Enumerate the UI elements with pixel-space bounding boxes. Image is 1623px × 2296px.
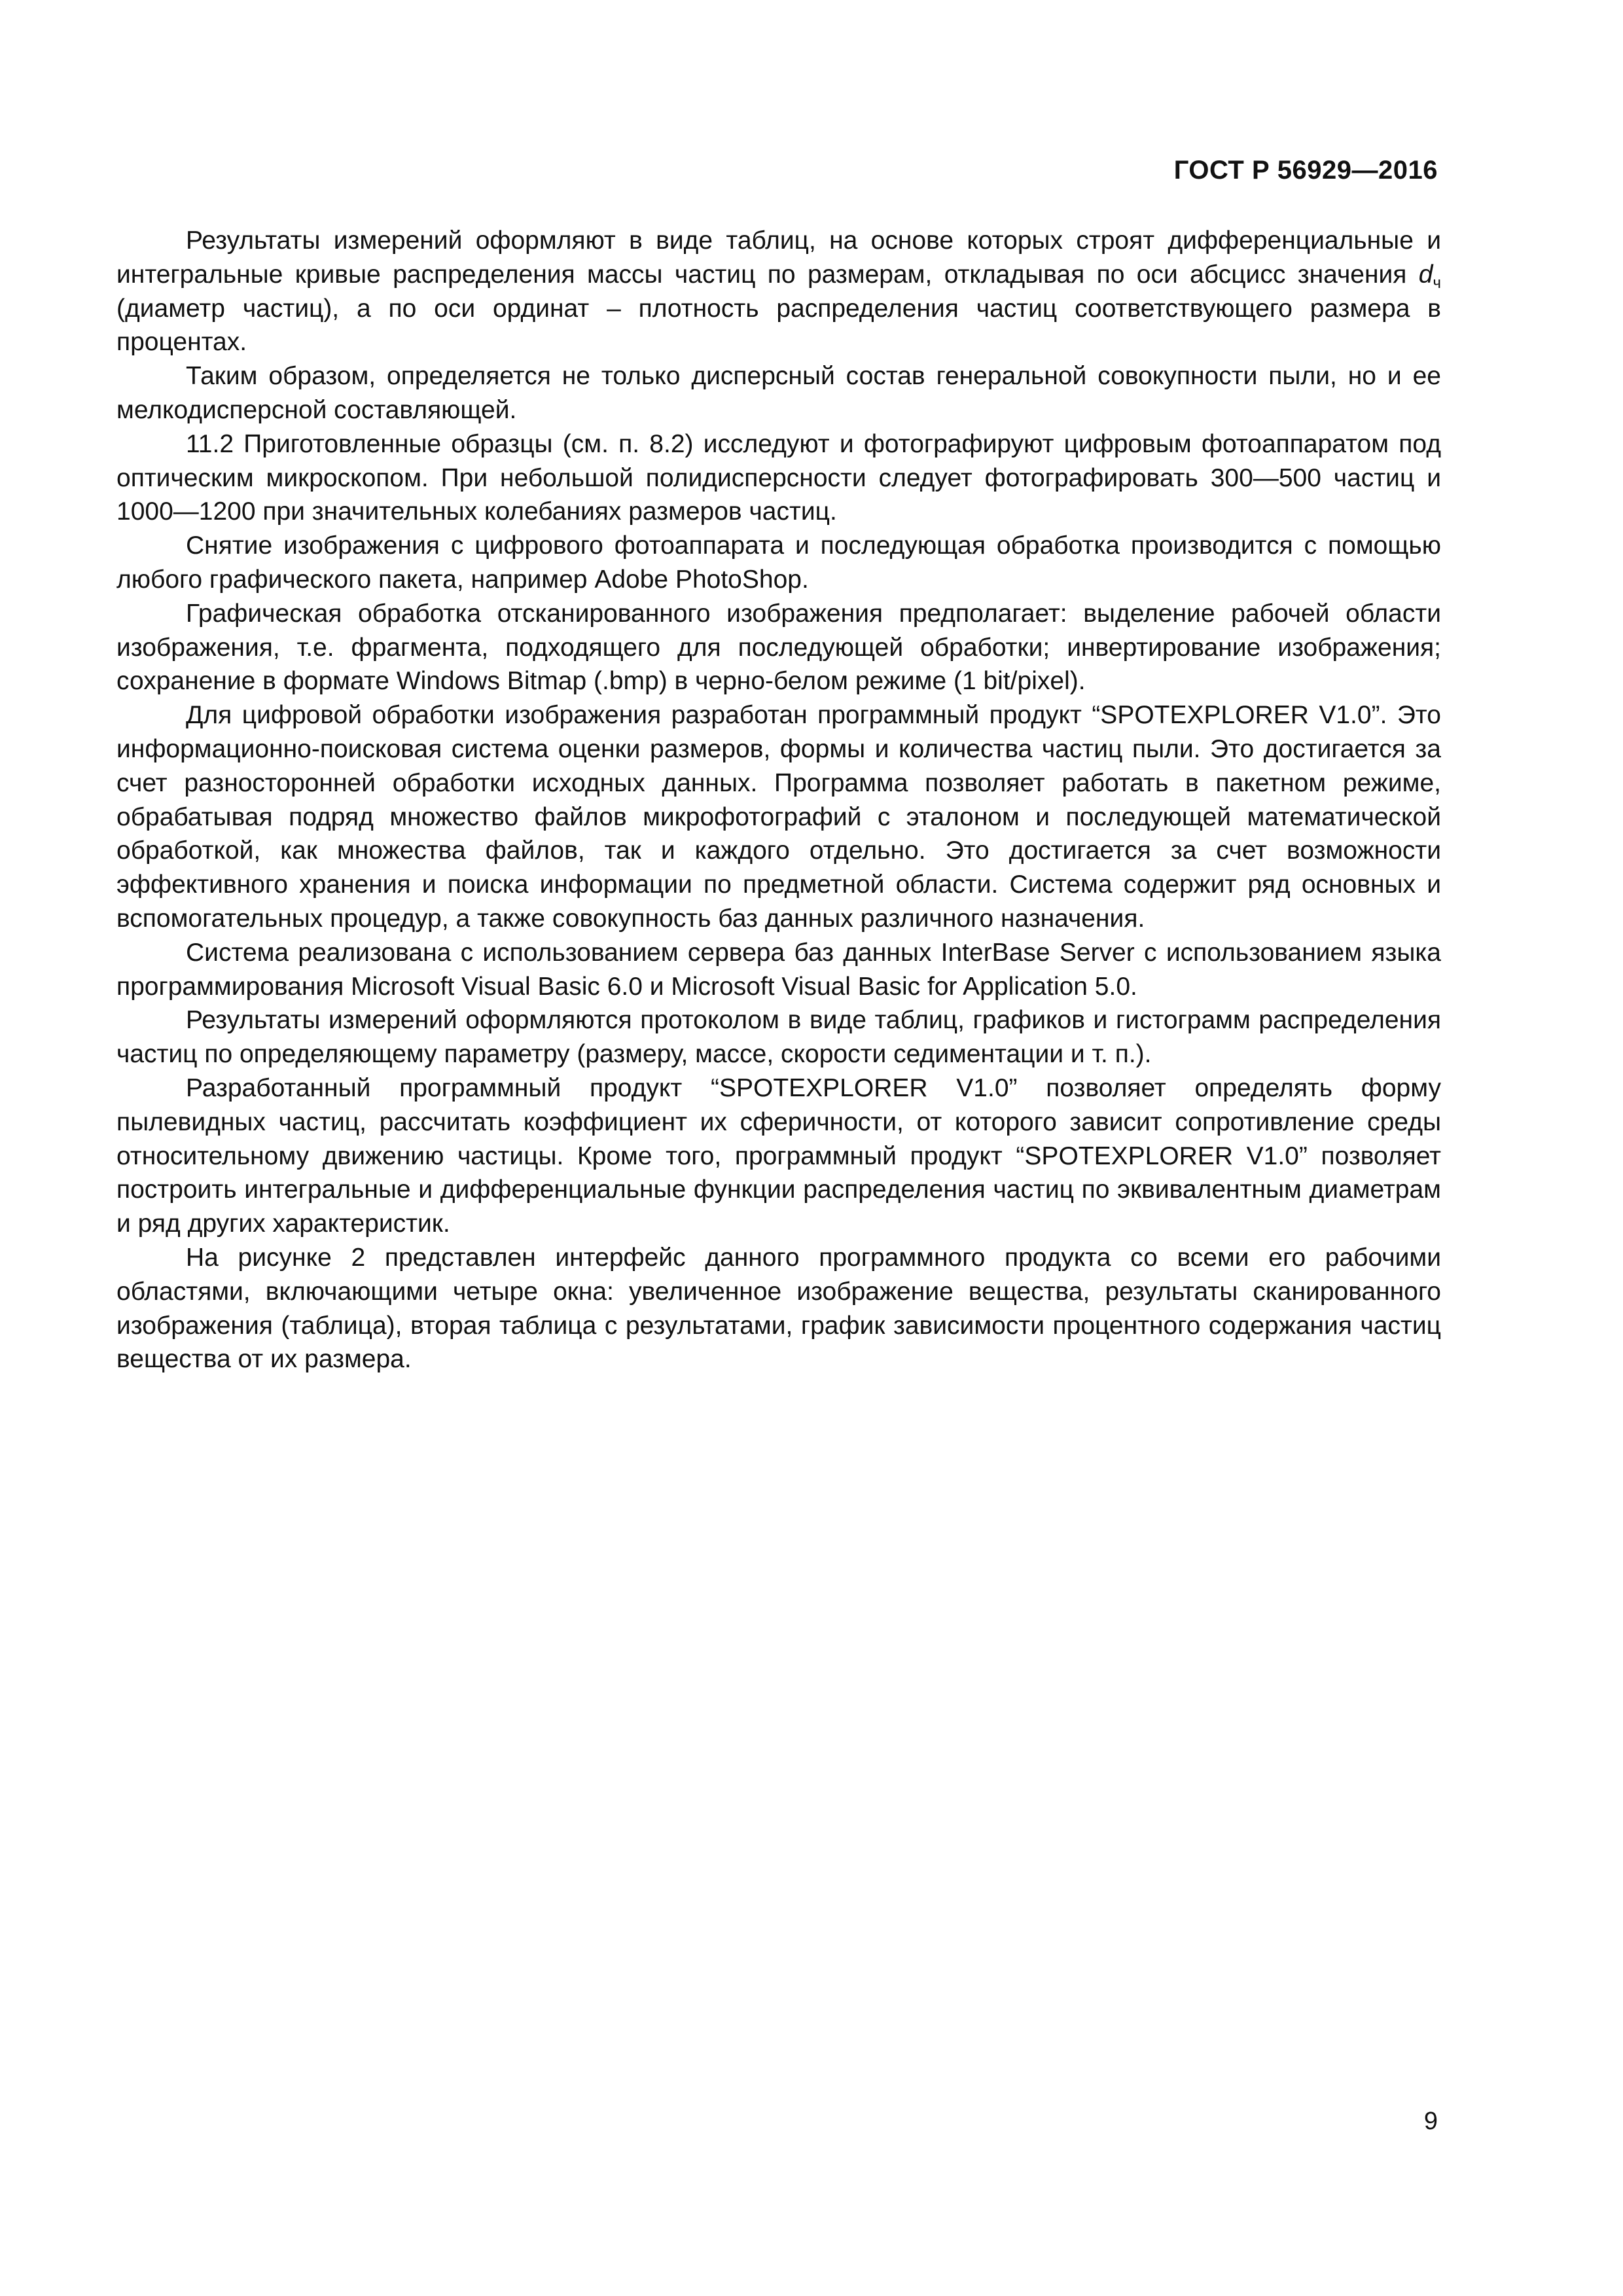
paragraph-text: Результаты измерений оформляют в виде таблиц, на основе которых строят дифференциальные и интегральные кривые распределения массы частиц по размерам, откладывая по оси абсцисс значения bbox=[116, 226, 1441, 289]
paragraph-dispersion: Таким образом, определяется не только дисперсный состав генеральной совокупности пыли, но и ее мелкодисперсной составляющей. bbox=[116, 362, 1441, 424]
paragraph-image-capture: Снятие изображения с цифрового фотоаппарата и последующая обработка производится с помощью любого графического пакета, например Adobe PhotoShop. bbox=[116, 531, 1441, 594]
paragraph-spotexplorer-features: Разработанный программный продукт “SPOTEXPLORER V1.0” позволяет определять форму пылевидных частиц, рассчитать коэффициент их сферичности, от которого зависит сопротивление среды относительному движению частицы. Кроме того, программный продукт “SPOTEXPLORER V1.0” позволяет построить интегральные и дифференциальные функции распределения частиц по эквивалентным диаметрам и ряд других характеристик. bbox=[116, 1073, 1441, 1238]
paragraph-text: (диаметр частиц), а по оси ординат – плотность распределения частиц соответствующего размера в процентах. bbox=[116, 294, 1441, 357]
document-header: ГОСТ Р 56929—2016 bbox=[1173, 156, 1438, 185]
paragraph-measurement-protocol: Результаты измерений оформляются протоколом в виде таблиц, графиков и гистограмм распределения частиц по определяющему параметру (размеру, массе, скорости седиментации и т. п.). bbox=[116, 1006, 1441, 1069]
paragraph-11-2: 11.2 Приготовленные образцы (см. п. 8.2) исследуют и фотографируют цифровым фотоаппаратом под оптическим микроскопом. При небольшой полидисперсности следует фотографировать 300—500 частиц и 1000—1200 при значительных колебаниях размеров частиц. bbox=[116, 429, 1441, 526]
variable-subscript: ч bbox=[1433, 274, 1441, 292]
paragraph-spotexplorer: Для цифровой обработки изображения разработан программный продукт “SPOTEXPLORER V1.0”. Это информационно-поисковая система оценки размеров, формы и количества частиц пыли. Это достигается за счет разносторонней обработки исходных данных. Программа позволяет работать в пакетном режиме, обрабатывая подряд множество файлов микрофотографий с эталоном и последующей математической обработкой, как множества файлов, так и каждого отдельно. Это достигается за счет возможности эффективного хранения и поиска информации по предметной области. Система содержит ряд основных и вспомогательных процедур, а также совокупность баз данных различного назначения. bbox=[116, 701, 1441, 933]
page-number: 9 bbox=[1423, 2108, 1438, 2135]
document-body bbox=[116, 224, 1441, 1376]
paragraph-figure-2: На рисунке 2 представлен интерфейс данного программного продукта со всеми его рабочими областями, включающими четыре окна: увеличенное изображение вещества, результаты сканированного изображения (таблица), вторая таблица с результатами, график зависимости процентного содержания частиц вещества от их размера. bbox=[116, 1243, 1441, 1374]
paragraph-graphic-processing: Графическая обработка отсканированного изображения предполагает: выделение рабочей области изображения, т.е. фрагмента, подходящего для последующей обработки; инвертирование изображения; сохранение в формате Windows Bitmap (.bmp) в черно-белом режиме (1 bit/pixel). bbox=[116, 599, 1441, 696]
variable-d: d bbox=[1418, 260, 1433, 289]
paragraph-results-tables bbox=[116, 224, 1441, 359]
paragraph-system-implementation: Система реализована с использованием сервера баз данных InterBase Server с использованием языка программирования Microsoft Visual Basic 6.0 и Microsoft Visual Basic for Application 5.0. bbox=[116, 938, 1441, 1001]
